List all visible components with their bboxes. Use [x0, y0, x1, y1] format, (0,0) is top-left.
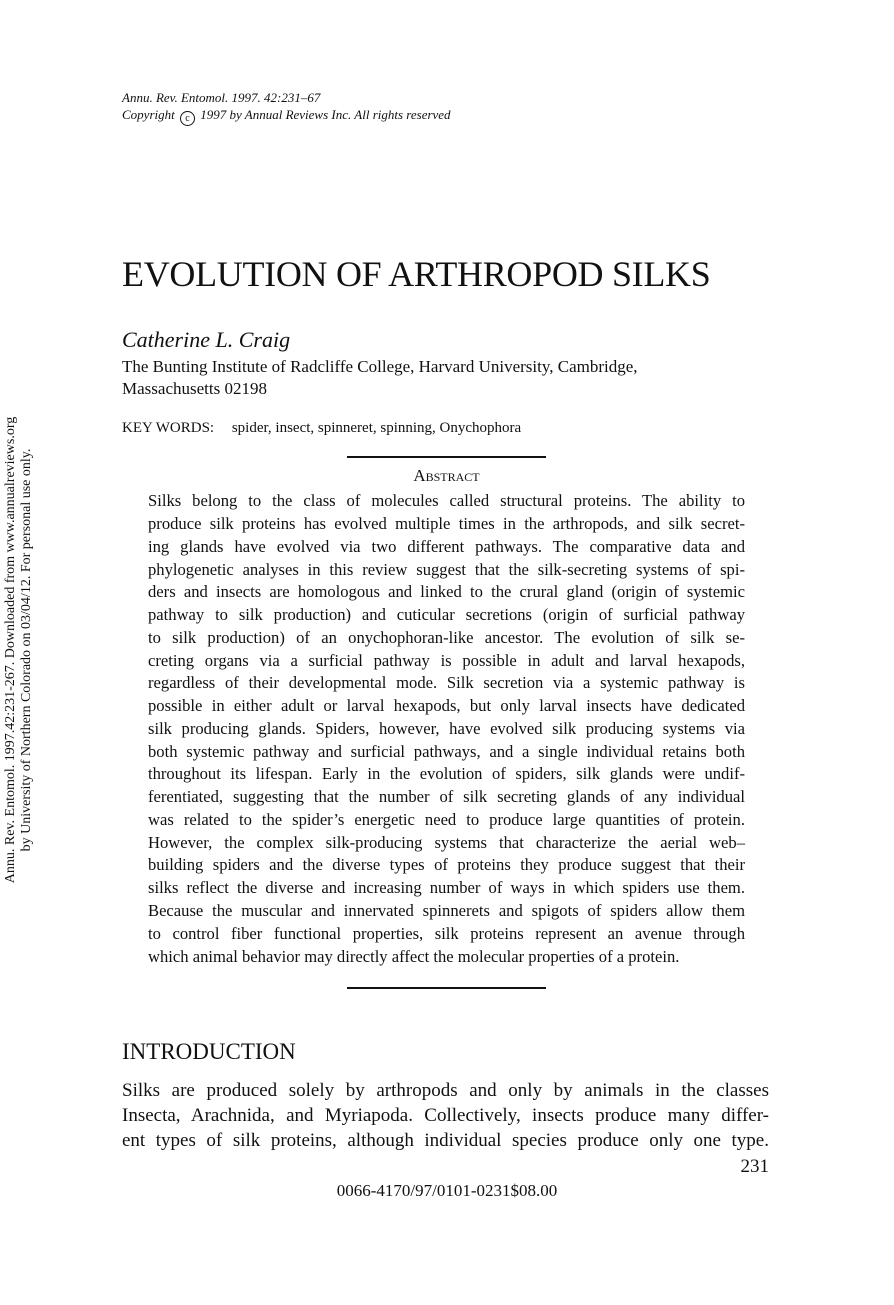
abstract-line: silk producing glands. Spiders, however, have evolved silk producing systems via: [148, 719, 745, 738]
journal-header: [122, 89, 451, 126]
keywords-list: spider, insect, spinneret, spinning, Onychophora: [231, 420, 522, 436]
author-name: Catherine L. Craig: [122, 327, 291, 352]
abstract-line: regardless of their developmental mode. Silk secretion via a systemic pathway is: [148, 673, 745, 692]
affiliation-line-1: The Bunting Institute of Radcliffe College, Harvard University, Cambridge,: [122, 357, 638, 376]
affiliation-line-2: Massachusetts 02198: [122, 379, 267, 398]
abstract-line: to silk production) of an onychophoran-like ancestor. The evolution of silk se-: [148, 628, 745, 647]
section-heading-introduction: INTRODUCTION: [122, 1039, 296, 1064]
keywords-label: KEY WORDS:: [122, 420, 215, 436]
article-title: EVOLUTION OF ARTHROPOD SILKS: [122, 254, 711, 294]
abstract-line: ferentiated, suggesting that the number of silk secreting glands of any individual: [148, 787, 745, 806]
keywords: [122, 418, 521, 438]
abstract-line: ing glands have evolved via two different pathways. The comparative data and: [148, 537, 745, 556]
abstract-bottom-rule: [347, 987, 546, 989]
body-line: Insecta, Arachnida, and Myriapoda. Collectively, insects produce many differ-: [122, 1105, 769, 1126]
abstract-line: Silks belong to the class of molecules called structural proteins. The ability to: [148, 491, 745, 510]
abstract-heading: Abstract: [413, 466, 480, 485]
abstract-line: throughout its lifespan. Early in the evolution of spiders, silk glands were undif-: [148, 764, 745, 783]
abstract-line: building spiders and the diverse types of proteins they produce suggest that their: [148, 855, 745, 874]
abstract-line: silks reflect the diverse and increasing number of ways in which spiders use them.: [148, 878, 745, 897]
abstract-line: Because the muscular and innervated spinnerets and spigots of spiders allow them: [148, 901, 745, 920]
abstract-line: phylogenetic analyses in this review suggest that the silk-secreting systems of spi-: [148, 560, 745, 579]
abstract-line: produce silk proteins has evolved multiple times in the arthropods, and silk secret-: [148, 514, 745, 533]
price-code: 0066-4170/97/0101-0231$08.00: [336, 1181, 558, 1200]
copyright-line: [122, 106, 451, 126]
abstract-line: was related to the spider’s energetic need to produce large quantities of protein.: [148, 810, 745, 829]
copyright-prefix: Copyright: [122, 107, 175, 122]
copyright-icon: c: [180, 111, 195, 126]
download-notice-line-2: by University of Northern Colorado on 03/04/12. For personal use only.: [19, 448, 34, 852]
abstract-line: However, the complex silk-producing systems that characterize the aerial web–: [148, 833, 745, 852]
abstract-line: both systemic pathway and surficial pathways, and a single individual retains both: [148, 742, 745, 761]
abstract-line: possible in either adult or larval hexapods, but only larval insects have dedicated: [148, 696, 745, 715]
author-affiliation: [122, 356, 722, 400]
abstract-line: ders and insects are homologous and linked to the crural gland (origin of systemic: [148, 582, 745, 601]
page-number: 231: [740, 1156, 769, 1177]
copyright-suffix: 1997 by Annual Reviews Inc. All rights reserved: [200, 107, 451, 122]
journal-citation: Annu. Rev. Entomol. 1997. 42:231–67: [122, 90, 321, 105]
abstract-line: pathway to silk production) and cuticular secretions (origin of surficial pathway: [148, 605, 745, 624]
download-notice-line-1: Annu. Rev. Entomol. 1997.42:231-267. Downloaded from www.annualreviews.org: [3, 416, 18, 884]
abstract-line: which animal behavior may directly affect the molecular properties of a protein.: [148, 947, 680, 966]
abstract-line: creting organs via a surficial pathway is possible in adult and larval hexapods,: [148, 651, 745, 670]
abstract-line: to control fiber functional properties, silk proteins represent an avenue through: [148, 924, 745, 943]
abstract-top-rule: [347, 456, 546, 458]
body-line: Silks are produced solely by arthropods and only by animals in the classes: [122, 1080, 769, 1101]
body-line: ent types of silk proteins, although individual species produce only one type.: [122, 1130, 769, 1151]
